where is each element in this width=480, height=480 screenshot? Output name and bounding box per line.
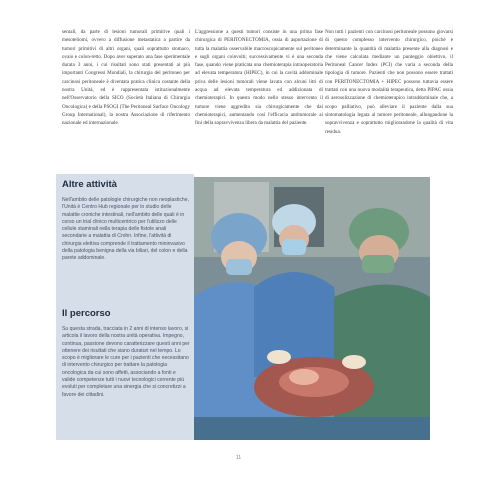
sidebar-text-path: Su questa strada, tracciata in 2 anni di intenso lavoro, si articola il lavoro della nostra unità operativa. Impegno, continua, passione devono caratterizzare questi anni per ottenere dei risultati che siano duraturi nel tempo. Lo scopo è migliorare le cure per i pazienti che necessitano di intervento chirurgico per trattare la patologia oncologica da cui sono affetti, associando a fonti e valide competenze tutti i nuovi tecnologici corrente più evoluti per completare una sinergia che si concretizzi a favore dei cittadini.: [62, 326, 190, 398]
column-1-text: sentali, da parte di lesioni tumorali primitive quali i mesoteliomi, ovvero a diffusione metastatica a partire da tumori primitivi di altri organi, quali soprattutto stomaco, ovaio e colon-retto. Dopo aver superato una fase sperimentale durata 3 anni, i cui risultati sono stati presentati ai più importanti Congressi Mondiali, la chirurgia del peritoneo per carcinosi peritoneale è diventata pratica clinica costante della nostra Unità, ed è rappresentata istituzionalmente nell'Osservatorio della SICO (Società Italiana di Chirurgia Oncologica) e della PSOGI (The Peritoneal Surface Oncology Group International), la nostra Associazione di riferimento nazionale ed internazionale.: [62, 29, 190, 127]
sidebar-text-activities: Nell'ambito delle patologie chirurgiche non neoplastiche, l'Unità è Centro Hub regionale per lo studio delle malattie croniche intestinali, nell'ambito delle quali è in corso un trial clinico multicentrico per l'utilizzo delle cellule staminali nella terapia delle fistole anali secondarie a malattia di Crohn. Infine, l'attività di chirurgia elettiva comprende il trattamento mininvasivo della patologia benigna della via biliari, del colon e della parete addominale.: [62, 197, 189, 262]
text-column-1: [62, 28, 190, 128]
page-number: 11: [236, 455, 242, 461]
text-column-3: [325, 28, 453, 136]
surgery-photo: [194, 177, 430, 440]
sidebar-heading-activities: Altre attività: [62, 179, 117, 190]
column-2-text: L'aggressione a questi tumori consiste in una prima fase chirurgica di PERITONECTOMIA, ossia di asportazione di tutta la malattia osservabile macroscopicamente sul peritoneo e sugli organi coinvolti; successivamente vi è una seconda fase, quando viene praticata una chemioterapia intraoperatoria ad elevata temperatura (HIPEC), in cui la cavità addominale priva delle lesioni tumorali viene lavata con alcuni litri di acqua ad elevata temperatura ed addizionata di chemioterapici. In questo modo nello stesso intervento il tumore viene aggredito sia chirurgicamente che dai chemioterapici, aumentando così l'efficacia antitumorale ai fini della sopravvivenza libera da malattia del paziente.: [195, 29, 323, 127]
text-column-2: [195, 28, 323, 128]
sidebar-box: [56, 174, 194, 440]
column-3-text: Non tutti i pazienti con carcinosi peritoneale possono giovarsi di questo complesso intervento chirurgico, poiché è determinante la quantità di malattia presente alla diagnosi e che viene calcolata mediante un punteggio obiettivo, il Peritoneal Cancer Index (PCI) che varia a seconda della tipologia di tumore. Pazienti che non possono essere trattati con PERITONECTOMIA + HIPEC possono tuttavia essere trattati con una nuova modalità terapeutica, detta PIPAC ossia di aerosolizzazione di chemioterapico intraddominale che, a scopo palliativo, può alleviare il paziente dalla sua sintomatologia legata al tumore peritoneale, allungandone la sopravvivenza e soprattutto migliorandone la qualità di vita residua.: [325, 29, 453, 135]
sidebar-heading-path: Il percorso: [62, 308, 111, 319]
